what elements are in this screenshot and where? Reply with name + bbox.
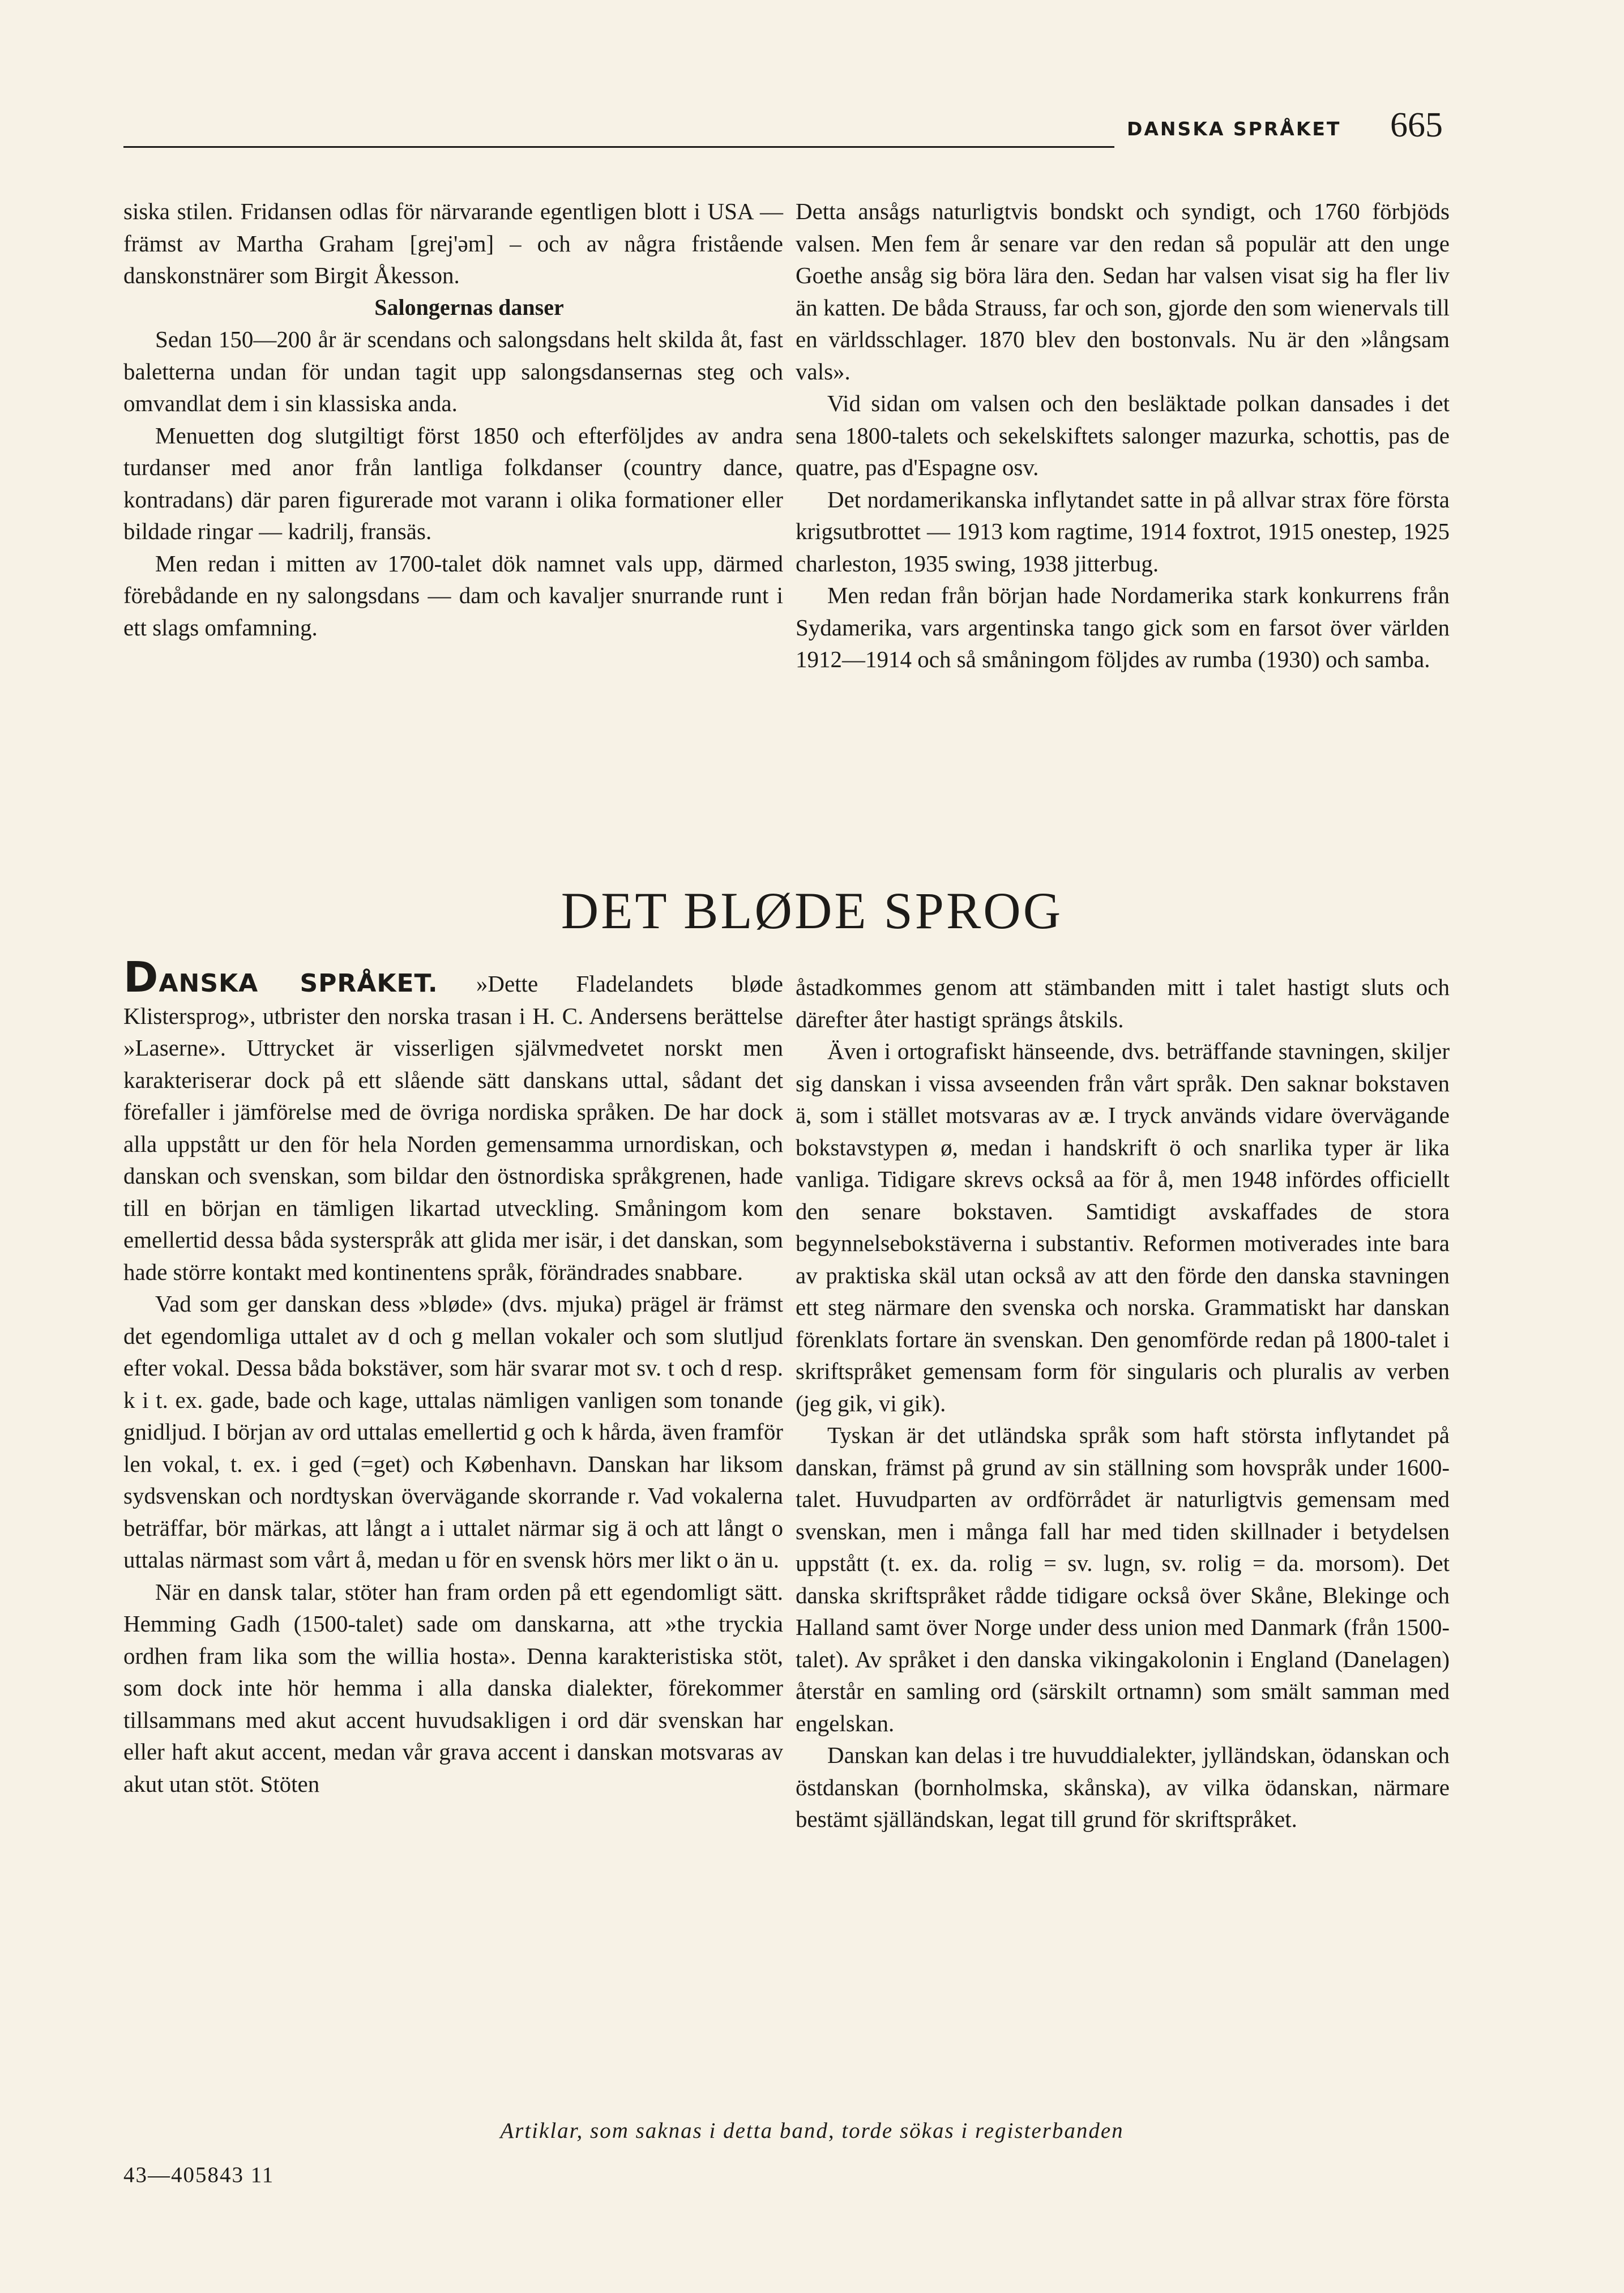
top-column-left [123,195,783,643]
paragraph: Menuetten dog slutgiltigt först 1850 och efterföljdes av andra turdanser med anor från lantliga folkdanser (country dance, kontradans) där paren figurerade mot varann i olika formationer eller bildade ringar — kadrilj, fransäs. [123,422,783,544]
article-column-left [123,953,784,1800]
paragraph: Men redan i mitten av 1700-talet dök namnet vals upp, därmed förebådande en ny salongsdans — dam och kavaljer snurrande runt i ett slags omfamning. [123,550,783,640]
paragraph-text: »Dette Fladelandets bløde Klistersprog», utbrister den norska trasan i H. C. Andersens berättelse »Laserne». Uttrycket är visserligen självmedvetet norskt men karakteriserar dock på ett slående sätt danskans uttal, sådant det förefaller i jämförelse med de övriga nordiska språken. De har dock alla uppstått ur den för hela Norden gemensamma urnordiskan, och danskan och svenskan, som bildar den östnordiska språkgrenen, hade till en början en tämligen likartad utveckling. Småningom kom emellertid dessa båda systerspråk att glida mer isär, i det danskan, som hade större kontakt med kontinentens språk, förändrades snabbare. [123,971,784,1285]
paragraph: När en dansk talar, stöter han fram orden på ett egendomligt sätt. Hemming Gadh (1500-talet) sade om danskarna, att »the tryckia ordhen fram lika som the willia hosta». Denna karakteristiska stöt, som dock inte hör hemma i alla danska dialekter, förekommer tillsammans med akut accent huvudsakligen i ord där svenskan har eller haft akut accent, medan vår grava accent i danskan motsvaras av akut utan stöt. Stöten [123,1578,783,1797]
paragraph: Vid sidan om valsen och den besläktade polkan dansades i det sena 1800-talets och sekelskiftets salonger mazurka, schottis, pas de quatre, pas d'Espagne osv. [796,390,1450,480]
paragraph: Sedan 150—200 år är scendans och salongsdans helt skilda åt, fast baletterna undan för undan tagit upp salongsdansernas steg och omvandlat dem i sin klassiska anda. [123,326,783,416]
paragraph: Vad som ger danskan dess »bløde» (dvs. mjuka) prägel är främst det egendomliga uttalet av d och g mellan vokaler och som slutljud efter vokal. Dessa båda bokstäver, som här svarar mot sv. t och d resp. k i t. ex. gade, bade och kage, uttalas nämligen vanligen som tonande gnidljud. I början av ord uttalas emellertid g och k hårda, även framför len vokal, t. ex. i ged (=get) och København. Danskan har liksom sydsvenskan och nordtyskan övervägande skorrande r. Vad vokalerna beträffar, bör märkas, att långt a i uttalet närmar sig ä och att långt o uttalas närmast som vårt å, medan u för en svensk hörs mer likt o än u. [123,1291,783,1573]
footer-note: Artiklar, som saknas i detta band, torde sökas i registerbanden [500,2119,1124,2143]
paragraph: Danskan kan delas i tre huvuddialekter, jylländskan, ödanskan och östdanskan (bornholmska, skånska), av vilka ödanskan, närmare bestämt själländskan, legat till grund för skriftspråket. [796,1742,1450,1832]
page-number: 665 [1390,106,1443,144]
paragraph: Tyskan är det utländska språk som haft största inflytandet på danskan, främst på grund av sin ställning som hovspråk under 1600-talet. Huvudparten av ordförrådet är naturligtvis gemensam med svenskan, men i många fall har med tiden skillnader i betydelsen uppstått (t. ex. da. rolig = sv. lugn, sv. rolig = da. morsom). Det danska skriftspråket rådde tidigare också över Skåne, Blekinge och Halland samt över Norge under dess union med Danmark (från 1500-talet). Av språket i den danska vikingakolonin i England (Danelagen) återstår en samling ord (särskilt ortnamn) som smält samman med engelskan. [796,1422,1450,1736]
top-column-right [796,195,1450,676]
paragraph: åstadkommes genom att stämbanden mitt i talet hastigt sluts och därefter åter hastigt sprängs åtskils. [796,974,1450,1032]
running-head: DANSKA SPRÅKET [1127,118,1341,140]
headword [123,953,438,1002]
paragraph: Men redan från början hade Nordamerika stark konkurrens från Sydamerika, vars argentinska tango gick som en farsot över världen 1912—1914 och så småningom följdes av rumba (1930) och samba. [796,582,1450,672]
paragraph: Detta ansågs naturligtvis bondskt och syndigt, och 1760 förbjöds valsen. Men fem år senare var den redan så populär att den unge Goethe ansåg sig böra lära den. Sedan har valsen visat sig ha fler liv än katten. De båda Strauss, far och son, gjorde den som wienervals till en världsschlager. 1870 blev den bostonvals. Nu är den »långsam vals». [796,198,1450,385]
paragraph: Även i ortografiskt hänseende, dvs. beträffande stavningen, skiljer sig danskan i vissa avseenden från vårt språk. Den saknar bokstaven ä, som i stället motsvaras av æ. I tryck används vidare övervägande bokstavstypen ø, medan i handskrift ö och snarlika typer är lika vanliga. Tidigare skrevs också aa för å, men 1948 infördes officiellt den senare bokstaven. Samtidigt avskaffades de stora begynnelsebokstäverna i substantiv. Reformen motiverades inte bara av praktiska skäl utan också av att den förde den danska stavningen ett steg närmare den svenska och norska. Grammatiskt har danskan förenklats fortare än svenskan. Den genomförde redan på 1800-talet i skriftspråket gemensam form för singularis och pluralis av verben (jeg gik, vi gik). [796,1038,1450,1416]
article-column-right [796,971,1450,1835]
footer-code: 43—405843 11 [123,2163,275,2187]
headword-initial: D [123,953,159,1002]
header-rule [123,146,1114,148]
article-title: DET BLØDE SPROG [561,882,1063,940]
headword-rest: ANSKA SPRÅKET. [159,969,438,998]
paragraph: siska stilen. Fridansen odlas för närvarande egentligen blott i USA — främst av Martha Graham [grej'əm] – och av några fristående danskonstnärer som Birgit Åkesson. [123,198,783,288]
paragraph: Det nordamerikanska inflytandet satte in på allvar strax före första krigsutbrottet — 1913 kom ragtime, 1914 foxtrot, 1915 onestep, 1925 charleston, 1935 swing, 1938 jitterbug. [796,486,1450,577]
section-heading: Salongernas danser [374,294,564,320]
paragraph [123,953,784,1288]
